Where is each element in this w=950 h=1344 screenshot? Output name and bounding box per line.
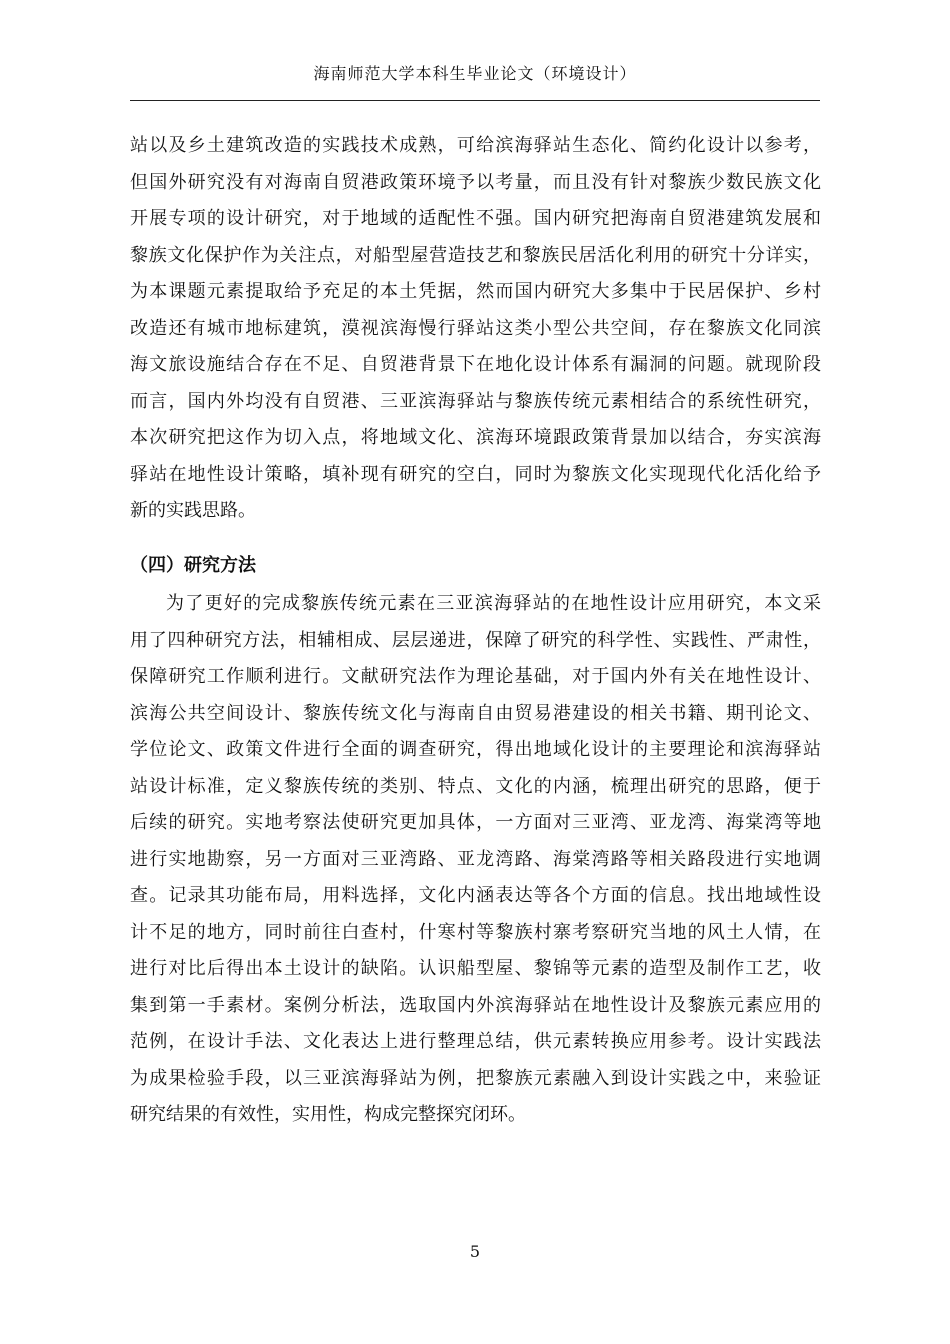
text-line: 进行对比后得出本土设计的缺陷。认识船型屋、黎锦等元素的造型及制作工艺，收: [130, 958, 821, 979]
paragraph-continued: [130, 128, 821, 530]
text-line: 黎族文化保护作为关注点，对船型屋营造技艺和黎族民居活化利用的研究十分详实，: [130, 244, 821, 266]
text-line: 开展专项的设计研究，对于地域的适配性不强。国内研究把海南自贸港建筑发展和: [130, 208, 821, 229]
text-line: 用了四种研究方法，相辅相成、层层递进，保障了研究的科学性、实践性、严肃性，: [130, 629, 821, 651]
text-line: 新的实践思路。: [130, 500, 256, 521]
text-line: 站以及乡土建筑改造的实践技术成熟，可给滨海驿站生态化、简约化设计以参考，: [130, 135, 821, 156]
text-line: 滨海公共空间设计、黎族传统文化与海南自由贸易港建设的相关书籍、期刊论文、: [130, 702, 821, 724]
text-line: 查。记录其功能布局，用料选择，文化内涵表达等各个方面的信息。找出地域性设: [130, 885, 821, 906]
text-line: 站设计标准，定义黎族传统的类别、特点、文化的内涵，梳理出研究的思路，便于: [130, 775, 821, 797]
text-line: 为本课题元素提取给予充足的本土凭据，然而国内研究大多集中于民居保护、乡村: [130, 281, 821, 302]
text-line: 为成果检验手段，以三亚滨海驿站为例，把黎族元素融入到设计实践之中，来验证: [130, 1067, 821, 1089]
text-line: 学位论文、政策文件进行全面的调查研究，得出地域化设计的主要理论和滨海驿站: [130, 739, 821, 760]
text-line: 而言，国内外均没有自贸港、三亚滨海驿站与黎族传统元素相结合的系统性研究，: [130, 390, 821, 412]
text-line: 本次研究把这作为切入点，将地域文化、滨海环境跟政策背景加以结合，夯实滨海: [130, 427, 821, 448]
page-number: 5: [469, 1242, 481, 1261]
text-line: 海文旅设施结合存在不足、自贸港背景下在地化设计体系有漏洞的问题。就现阶段: [130, 354, 821, 375]
text-line: 计不足的地方，同时前往白查村，什寒村等黎族村寨考察研究当地的风土人情，在: [130, 921, 821, 943]
running-header: 海南师范大学本科生毕业论文（环境设计）: [313, 64, 637, 83]
text-line: 保障研究工作顺利进行。文献研究法作为理论基础，对于国内外有关在地性设计、: [130, 666, 821, 687]
header-rule: [130, 100, 820, 101]
text-line: 为了更好的完成黎族传统元素在三亚滨海驿站的在地性设计应用研究，本文采: [166, 593, 821, 614]
text-line: 研究结果的有效性，实用性，构成完整探究闭环。: [130, 1104, 526, 1125]
text-line: 后续的研究。实地考察法使研究更加具体，一方面对三亚湾、亚龙湾、海棠湾等地: [130, 812, 821, 833]
text-line: 驿站在地性设计策略，填补现有研究的空白，同时为黎族文化实现现代化活化给予: [130, 463, 821, 485]
text-line: 但国外研究没有对海南自贸港政策环境予以考量，而且没有针对黎族少数民族文化: [130, 171, 821, 193]
text-line: 范例，在设计手法、文化表达上进行整理总结，供元素转换应用参考。设计实践法: [130, 1031, 821, 1052]
text-line: 改造还有城市地标建筑，漠视滨海慢行驿站这类小型公共空间，存在黎族文化同滨: [130, 317, 821, 339]
section-heading: （四）研究方法: [130, 555, 256, 576]
text-line: 进行实地勘察，另一方面对三亚湾路、亚龙湾路、海棠湾路等相关路段进行实地调: [130, 848, 821, 870]
text-line: 集到第一手素材。案例分析法，选取国内外滨海驿站在地性设计及黎族元素应用的: [130, 994, 821, 1016]
paragraph-research-methods: [130, 586, 821, 1134]
